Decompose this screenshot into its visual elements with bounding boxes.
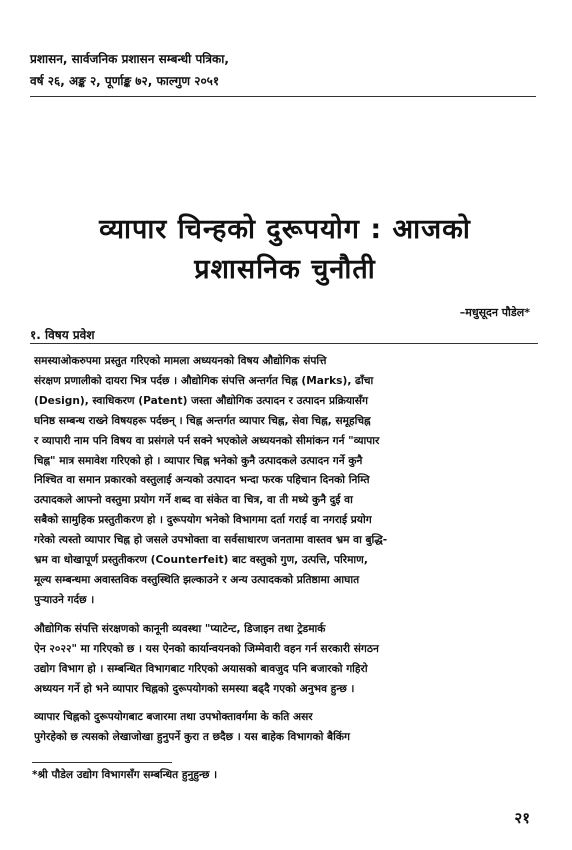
paragraph-line: मूल्य सम्बन्धमा अवास्तविक वस्तुस्थिति झल्काउने र अन्य उत्पादकको प्रतिष्ठामा आघात xyxy=(34,573,360,586)
journal-issue: वर्ष २६, अङ्क २, पूर्णाङ्क ७२, फाल्गुण २०५१ xyxy=(30,74,220,88)
paragraph-line: उद्योग विभाग हो । सम्बन्धित विभागबाट गरिएको अयासको बावजुद पनि बजारको गहिरो xyxy=(34,662,368,675)
journal-name: प्रशासन, सार्वजनिक प्रशासन सम्बन्धी पत्रिका, xyxy=(30,52,229,66)
journal-header xyxy=(30,48,530,92)
paragraph-line: भ्रम वा धोखापूर्ण प्रस्तुतीकरण (Counterfeit) बाट वस्तुको गुण, उत्पत्ति, परिमाण, xyxy=(34,554,368,567)
paragraph-line: औद्योगिक संपत्ति संरक्षणको कानूनी व्यवस्था "प्याटेन्ट, डिजाइन तथा ट्रेडमार्क xyxy=(34,622,326,635)
paragraph-line: चिह्न" मात्र समावेश गरिएको हो । व्यापार चिह्न भनेको कुनै उत्पादकले उत्पादन गर्ने कुनै xyxy=(34,454,363,467)
paragraph-line: निश्चित वा समान प्रकारको वस्तुलाई अन्यको उत्पादन भन्दा फरक पहिचान दिनको निम्ति xyxy=(34,474,370,487)
page-number: २१ xyxy=(514,809,530,827)
author-name: –मधुसूदन पौडेल* xyxy=(459,306,530,319)
paragraph-line: पुऱ्याउने गर्दछ । xyxy=(34,593,95,606)
paragraph-line: गरेको त्यस्तो व्यापार चिह्न हो जसले उपभोक्ता वा सर्वसाधारण जनतामा वास्तव भ्रम वा बुद्धि- xyxy=(34,534,388,547)
section-divider xyxy=(30,343,538,344)
paragraph-line: घनिष्ठ सम्बन्ध राख्ने विषयहरू पर्दछन् । चिह्न अन्तर्गत व्यापार चिह्न, सेवा चिह्न, समूहचिह्न xyxy=(34,414,371,427)
paragraph-line: संरक्षण प्रणालीको दायरा भित्र पर्दछ । औद्योगिक संपत्ति अन्तर्गत चिह्न (Marks), ढाँचा xyxy=(34,374,374,387)
paragraph xyxy=(34,352,540,611)
paragraph-line: उत्पादकले आफ्नो वस्तुमा प्रयोग गर्ने शब्द वा संकेत वा चित्र, वा ती मध्ये कुनै दुई वा xyxy=(34,494,353,507)
paragraph-line: ऐन २०२२" मा गरिएको छ । यस ऐनको कार्यान्वयनको जिम्मेवारी वहन गर्न सरकारी संगठन xyxy=(34,642,379,655)
paragraph-line: पुगेरहेको छ त्यसको लेखाजोखा हुनुपर्ने कुरा त छदैछ । यस बाहेक विभागको बैकिंग xyxy=(34,731,350,744)
paragraph-line: र व्यापारी नाम पनि विषय वा प्रसंगले पर्न सक्ने भएकोले अध्ययनको सीमांकन गर्न "व्यापार xyxy=(34,434,380,447)
article-body xyxy=(34,352,540,748)
footnote: *श्री पौडेल उद्योग विभागसँग सम्बन्धित हुनुहुन्छ । xyxy=(32,769,218,781)
section-heading: १. विषय प्रवेश xyxy=(30,328,95,342)
article-title-line-1: व्यापार चिन्हको दुरूपयोग : आजको xyxy=(99,214,471,245)
paragraph xyxy=(34,708,540,748)
paragraph-gap xyxy=(34,611,540,620)
article-title-line-2: प्रशासनिक चुनौती xyxy=(194,254,376,285)
paragraph-line: सबैको सामुहिक प्रस्तुतीकरण हो । दुरूपयोग भनेको विभागमा दर्ता गराई वा नगराई प्रयोग xyxy=(34,514,372,527)
paragraph xyxy=(34,620,540,700)
article-title xyxy=(50,210,520,290)
footnote-divider xyxy=(32,762,172,763)
paragraph-line: अध्ययन गर्ने हो भने व्यापार चिह्नको दुरूपयोगको समस्या बढ्दै गएको अनुभव हुन्छ । xyxy=(34,682,355,695)
paragraph-line: समस्याओकरुपमा प्रस्तुत गरिएको मामला अध्ययनको विषय औद्योगिक संपत्ति xyxy=(34,355,327,367)
paragraph-line: व्यापार चिह्नको दुरूपयोगबाट बजारमा तथा उपभोक्तावर्गमा के कति असर xyxy=(34,711,313,724)
paragraph-gap xyxy=(34,699,540,708)
paragraph-line: (Design), स्वाधिकरण (Patent) जस्ता औद्योगिक उत्पादन र उत्पादन प्रक्रियासँग xyxy=(34,394,368,407)
header-divider xyxy=(30,96,536,97)
